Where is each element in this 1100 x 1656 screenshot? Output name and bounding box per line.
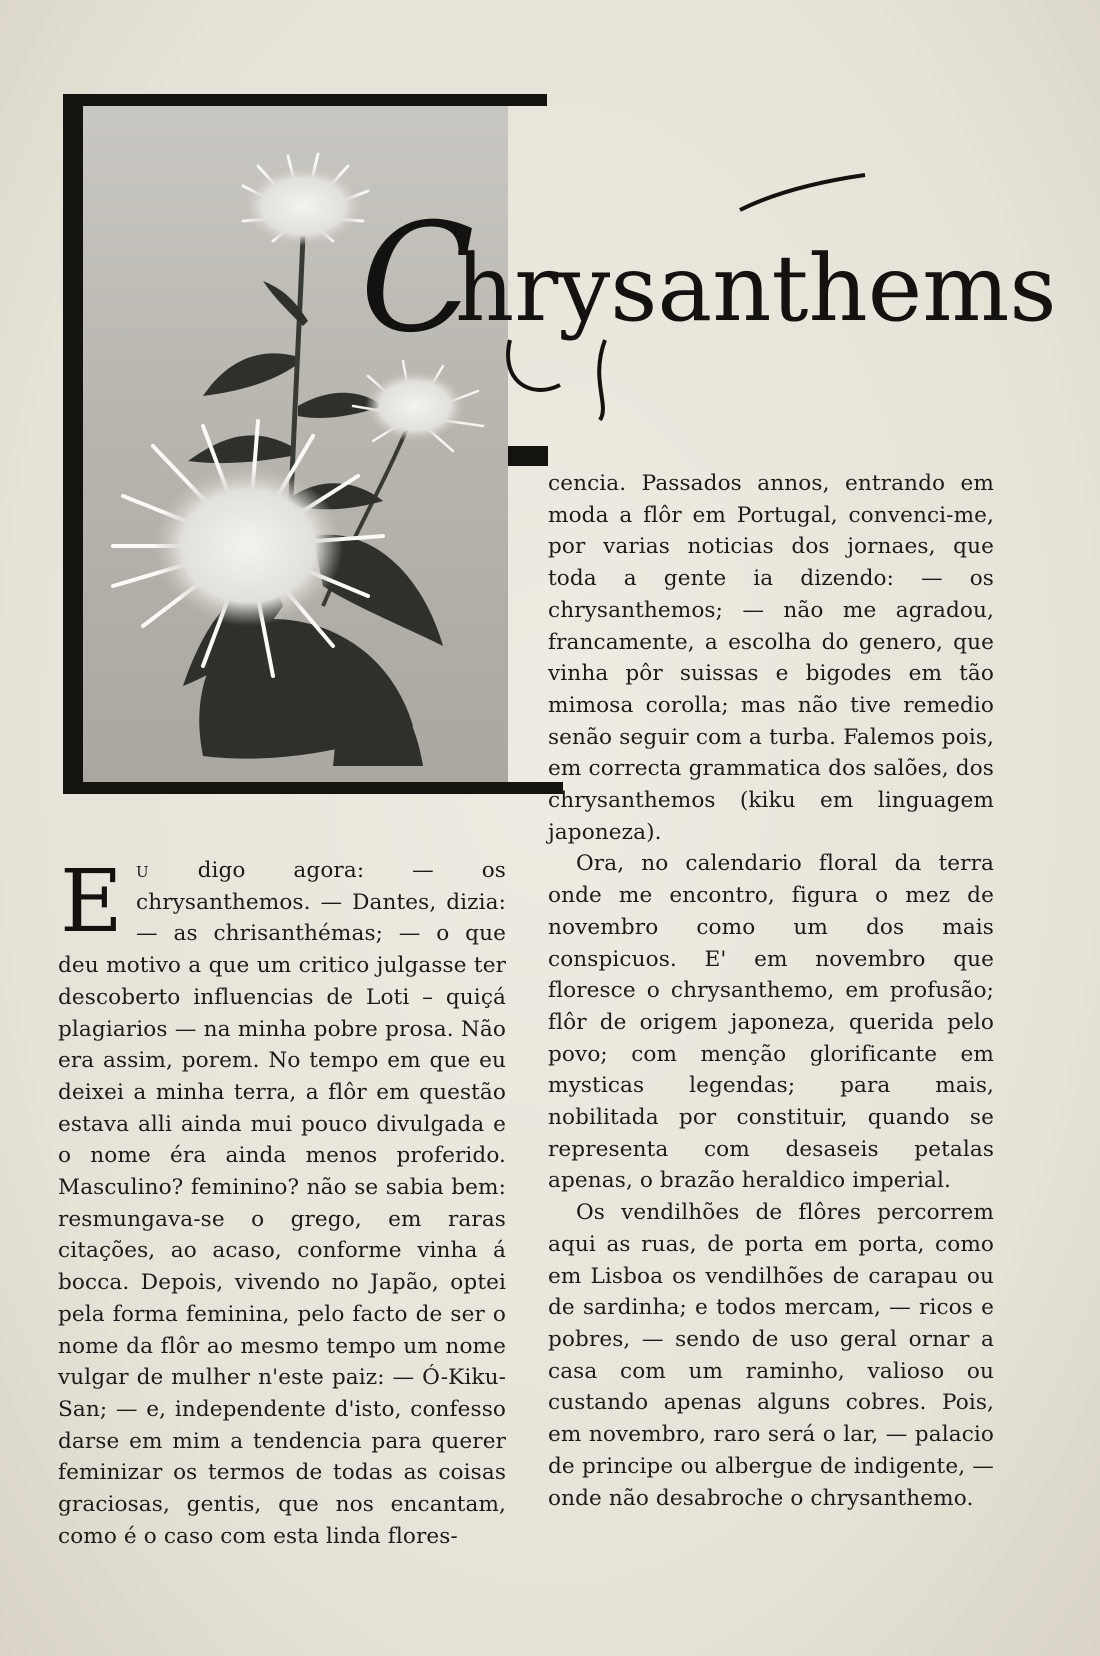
left-paragraph-1 xyxy=(58,855,506,1552)
article-title xyxy=(360,170,1057,420)
right-paragraph-2: Ora, no calendario floral da terra onde me encontro, figura o mez de novembro como um dos mais conspicuos. E' em novembro que floresce o chrysanthemo, em profusão; flôr de origem japoneza, querida pelo povo; com menção glorificante em mysticas legendas; para mais, nobilitada por constituir, quando se representa com desaseis petalas apenas, o brazão heraldico imperial. xyxy=(548,851,994,1194)
frame-bar-left xyxy=(63,94,83,794)
ornamental-title-lettering xyxy=(360,170,1057,420)
right-paragraph-3: Os vendilhões de flôres percorrem aqui as ruas, de porta em porta, como em Lisboa os vendilhões de carapau ou de sardinha; e todos mercam, — ricos e pobres, — sendo de uso geral ornar a casa com um raminho, valioso ou custando apenas alguns cobres. Pois, em novembro, raro será o lar, — palacio de principe ou albergue de indigente, — onde não desabroche o chrysanthemo. xyxy=(548,1200,994,1511)
frame-bar-joint xyxy=(508,446,548,466)
frame-bar-bottom xyxy=(63,782,563,794)
left-paragraph-1-body: digo agora: — os chrysanthemos. — Dantes, dizia: — as chrisanthémas; — o que deu motivo a que um critico julgasse ter descoberto influencias de Loti – quiçá plagiarios — na minha pobre prosa. Não era assim, porem. No tempo em que eu deixei a minha terra, a flôr em questão estava alli ainda mui pouco divulgada e o nome éra ainda menos proferido. Masculino? feminino? não se sabia bem: resmungava-se o grego, em raras citações, ao acaso, conforme vinha á bocca. Depois, vivendo no Japão, optei pela forma feminina, pelo facto de ser o nome da flôr ao mesmo tempo um nome vulgar de mulher n'este paiz: — Ó-Kiku-San; — e, independente d'isto, confesso darse em mim a tendencia para querer feminizar os termos de todas as coisas graciosas, gentis, que nos encantam, como é o caso com esta linda flores- xyxy=(58,858,506,1549)
frame-bar-top xyxy=(63,94,547,106)
left-paragraph-1-start: u xyxy=(136,858,150,883)
title-text-rest: hrysanthems xyxy=(455,235,1057,342)
left-column xyxy=(58,852,506,1552)
drop-cap-letter: E xyxy=(60,852,123,952)
right-column xyxy=(548,468,994,1514)
right-paragraph-1: cencia. Passados annos, entrando em moda a flôr em Portugal, convenci-me, por varias noticias dos jornaes, que toda a gente ia dizendo: — os chrysanthemos; — não me agradou, francamente, a escolha do genero, que vinha pôr suissas e bigodes em tão mimosa corolla; mas não tive remedio senão seguir com a turba. Falemos pois, em correcta grammatica dos salões, dos chrysanthemos (kiku em linguagem japoneza). xyxy=(548,471,994,845)
drop-cap xyxy=(58,852,126,952)
title-text-c: C xyxy=(360,192,475,366)
